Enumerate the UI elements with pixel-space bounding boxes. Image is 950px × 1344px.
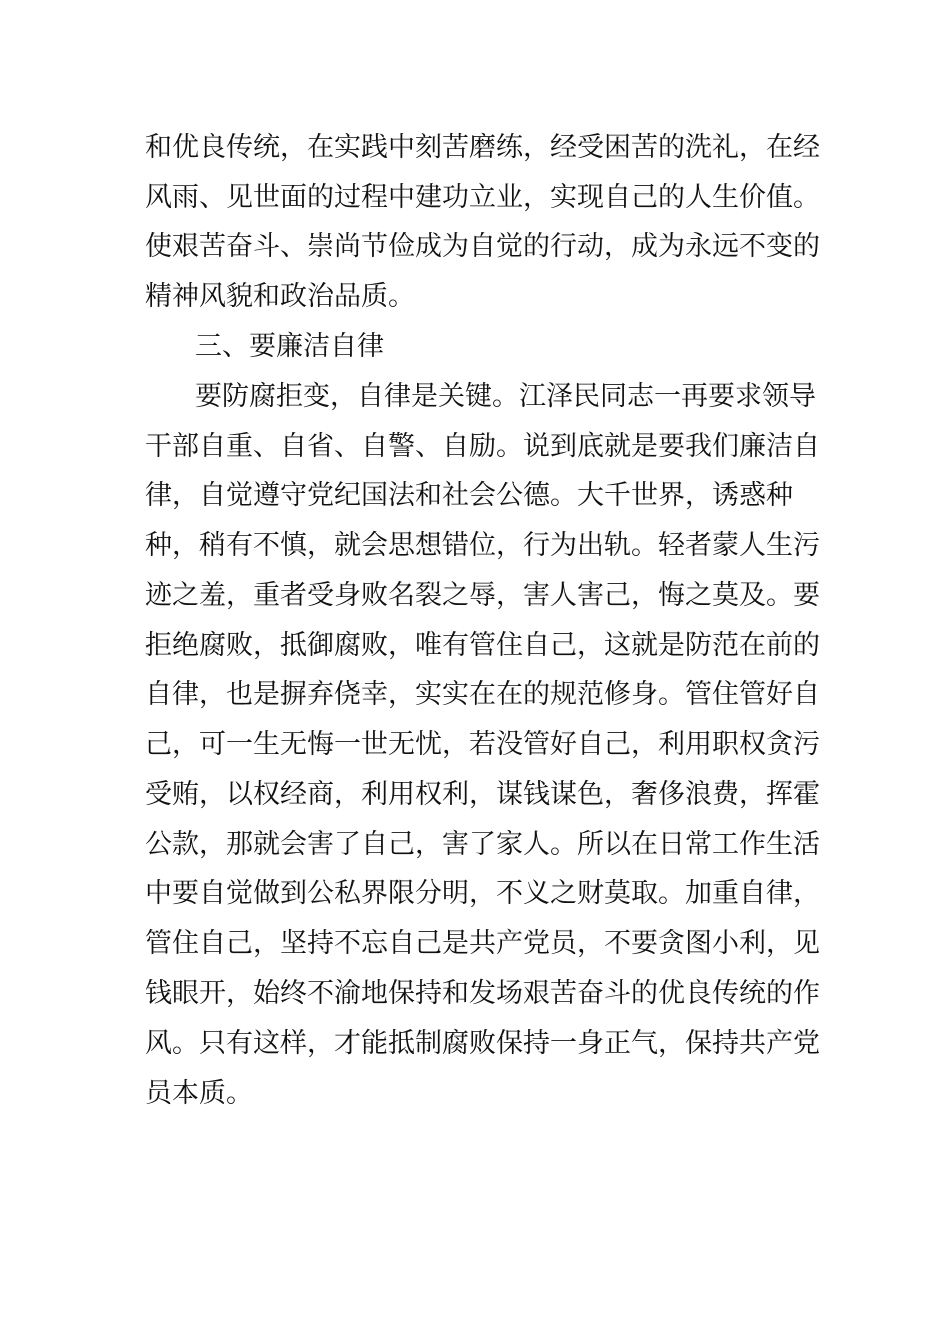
section-heading: 三、要廉洁自律 xyxy=(195,331,384,362)
text-line: 己，可一生无悔一世无忧，若没管好自己，利用职权贪污 xyxy=(145,729,820,760)
text-line: 使艰苦奋斗、崇尚节俭成为自觉的行动，成为永远不变的 xyxy=(145,231,820,262)
text-line: 拒绝腐败，抵御腐败，唯有管住自己，这就是防范在前的 xyxy=(145,630,820,661)
text-line: 种，稍有不慎，就会思想错位，行为出轨。轻者蒙人生污 xyxy=(145,530,820,561)
text-line: 干部自重、自省、自警、自励。说到底就是要我们廉洁自 xyxy=(145,431,820,462)
text-line: 迹之羞，重者受身败名裂之辱，害人害己，悔之莫及。要 xyxy=(145,580,820,611)
text-line: 中要自觉做到公私界限分明，不义之财莫取。加重自律， xyxy=(145,878,820,909)
text-line: 员本质。 xyxy=(145,1078,253,1109)
text-line: 和优良传统，在实践中刻苦磨练，经受困苦的洗礼，在经 xyxy=(145,132,820,163)
text-line: 公款，那就会害了自己，害了家人。所以在日常工作生活 xyxy=(145,829,820,860)
text-line: 律，自觉遵守党纪国法和社会公德。大千世界，诱惑种 xyxy=(145,480,793,511)
text-line: 自律，也是摒弃侥幸，实实在在的规范修身。管住管好自 xyxy=(145,679,820,710)
text-line: 要防腐拒变，自律是关键。江泽民同志一再要求领导 xyxy=(195,381,816,412)
text-line: 风。只有这样，才能抵制腐败保持一身正气，保持共产党 xyxy=(145,1028,820,1059)
text-line: 风雨、见世面的过程中建功立业，实现自己的人生价值。 xyxy=(145,182,820,213)
text-line: 钱眼开，始终不渝地保持和发场艰苦奋斗的优良传统的作 xyxy=(145,978,820,1009)
text-line: 受贿，以权经商，利用权利，谋钱谋色，奢侈浪费，挥霍 xyxy=(145,779,820,810)
text-line: 管住自己，坚持不忘自己是共产党员，不要贪图小利，见 xyxy=(145,928,820,959)
text-line: 精神风貌和政治品质。 xyxy=(145,281,415,312)
